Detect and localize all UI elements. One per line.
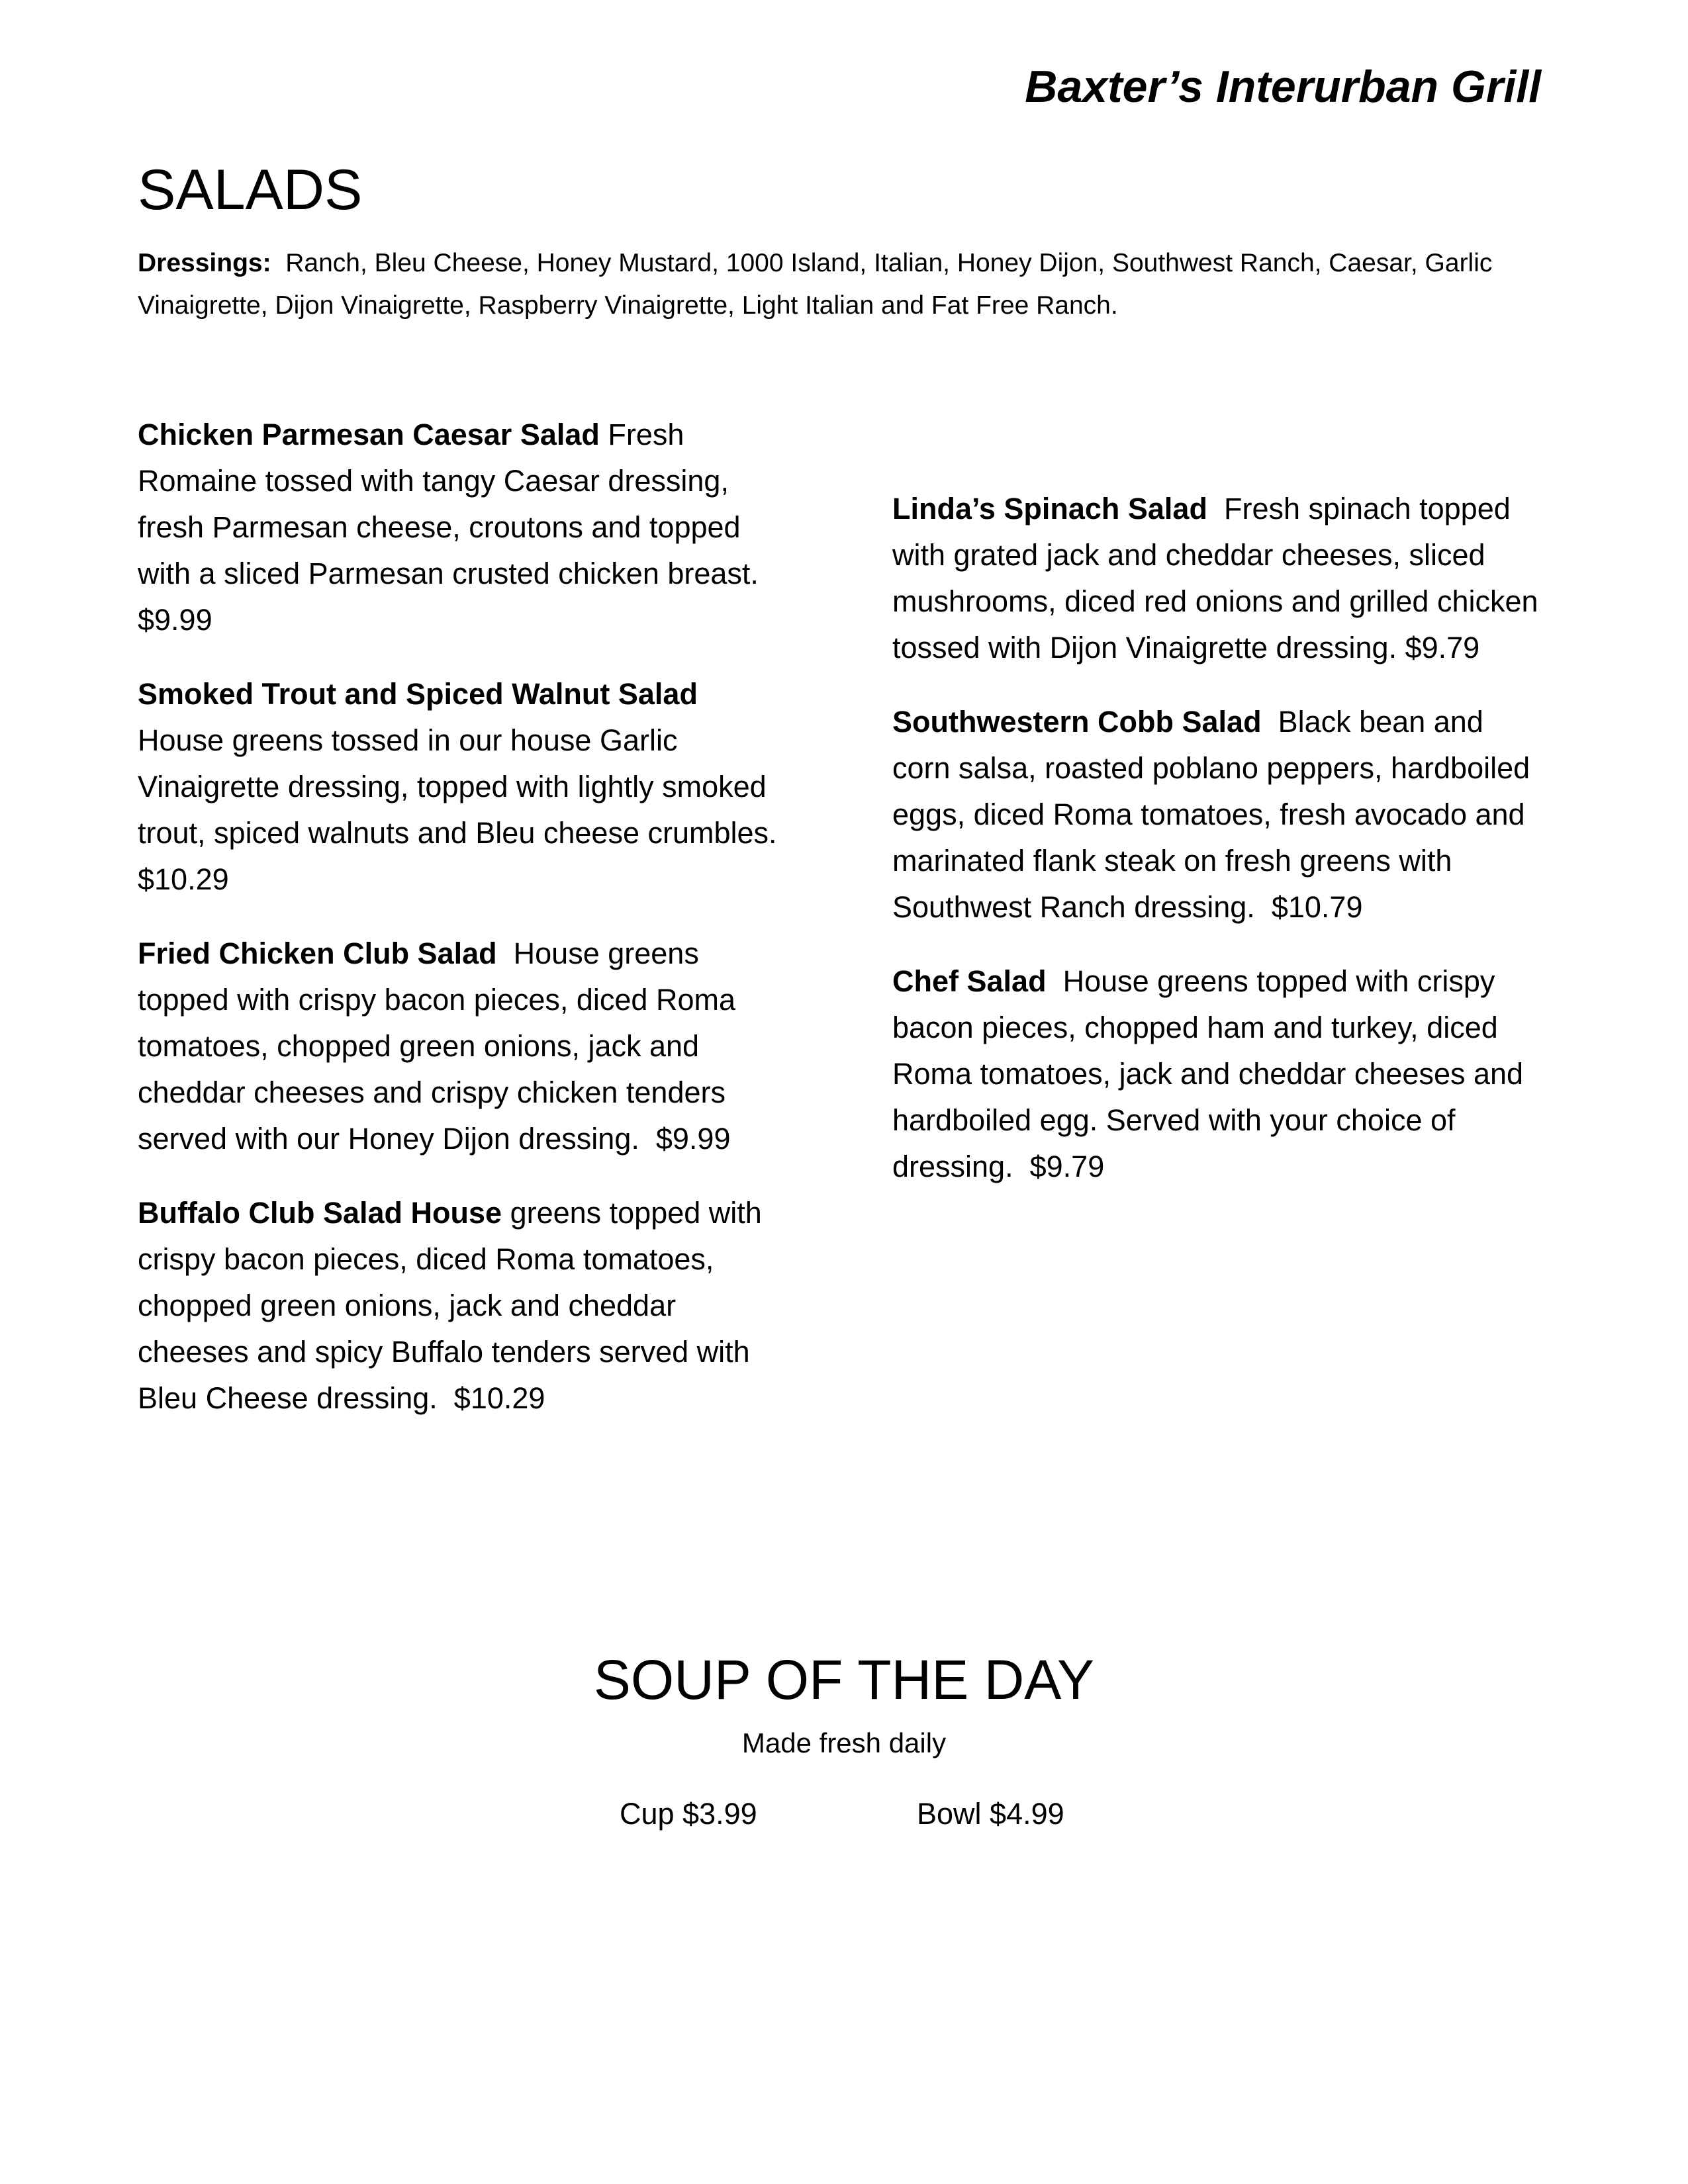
item-name: Chicken Parmesan Caesar Salad xyxy=(138,418,600,451)
item-price: $9.79 xyxy=(1405,631,1480,664)
item-description: Fresh spinach topped with grated jack and cheddar cheeses, sliced mushrooms, diced red onions and grilled chicken tossed with Dijon Vinaigrette dressing. xyxy=(892,492,1538,664)
salads-title: SALADS xyxy=(138,158,363,222)
item-price: $10.29 xyxy=(453,1381,545,1415)
item-name: Southwestern Cobb Salad xyxy=(892,705,1262,739)
soup-cup-price: Cup $3.99 xyxy=(620,1797,757,1831)
soup-subtitle: Made fresh daily xyxy=(741,1727,947,1758)
menu-item xyxy=(138,412,786,643)
dressings-line xyxy=(138,242,1515,327)
menu-item xyxy=(892,486,1541,671)
item-price: $9.99 xyxy=(655,1122,731,1156)
menu-item xyxy=(892,699,1541,931)
salads-right-column xyxy=(892,486,1541,1218)
item-description: House greens topped with crispy bacon pieces, chopped ham and turkey, diced Roma tomatoes, jack and cheddar cheeses and hardboiled egg. Served with your choice of dressing. xyxy=(892,964,1524,1183)
soup-title: SOUP OF THE DAY xyxy=(593,1649,1095,1711)
item-price: $10.29 xyxy=(138,862,229,896)
menu-item xyxy=(138,931,786,1162)
item-name: Chef Salad xyxy=(892,964,1047,998)
item-description: Fresh Romaine tossed with tangy Caesar dressing, fresh Parmesan cheese, croutons and topped with a sliced Parmesan crusted chicken breast. xyxy=(138,418,759,590)
soup-bowl-price: Bowl $4.99 xyxy=(917,1797,1064,1831)
dressings-list: Ranch, Bleu Cheese, Honey Mustard, 1000 Island, Italian, Honey Dijon, Southwest Ranch, Caesar, Garlic Vinaigrette, Dijon Vinaigrette, Raspberry Vinaigrette, Light Italian and Fat Free Ranch. xyxy=(138,249,1493,320)
item-price: $9.99 xyxy=(138,603,212,637)
item-name: Linda’s Spinach Salad xyxy=(892,492,1207,525)
salads-left-column xyxy=(138,412,786,1449)
item-price: $9.79 xyxy=(1029,1150,1105,1183)
item-description: Black bean and corn salsa, roasted poblano peppers, hardboiled eggs, diced Roma tomatoes, fresh avocado and marinated flank steak on fresh greens with Southwest Ranch dressing. xyxy=(892,705,1530,924)
item-description: House greens tossed in our house Garlic Vinaigrette dressing, topped with lightly smoked trout, spiced walnuts and Bleu cheese crumbles. xyxy=(138,723,777,850)
menu-item xyxy=(892,958,1541,1190)
item-description: greens topped with crispy bacon pieces, diced Roma tomatoes, chopped green onions, jack and cheddar cheeses and spicy Buffalo tenders served with Bleu Cheese dressing. xyxy=(138,1196,762,1415)
item-name: Smoked Trout and Spiced Walnut Salad xyxy=(138,677,698,711)
item-description: House greens topped with crispy bacon pieces, diced Roma tomatoes, chopped green onions, jack and cheddar cheeses and crispy chicken tenders served with our Honey Dijon dressing. xyxy=(138,936,735,1156)
item-price: $10.79 xyxy=(1271,890,1363,924)
menu-item xyxy=(138,1190,786,1422)
restaurant-name: Baxter’s Interurban Grill xyxy=(1025,62,1541,112)
item-name: Fried Chicken Club Salad xyxy=(138,936,497,970)
menu-item xyxy=(138,671,786,903)
item-name: Buffalo Club Salad House xyxy=(138,1196,502,1230)
dressings-label: Dressings: xyxy=(138,249,271,277)
